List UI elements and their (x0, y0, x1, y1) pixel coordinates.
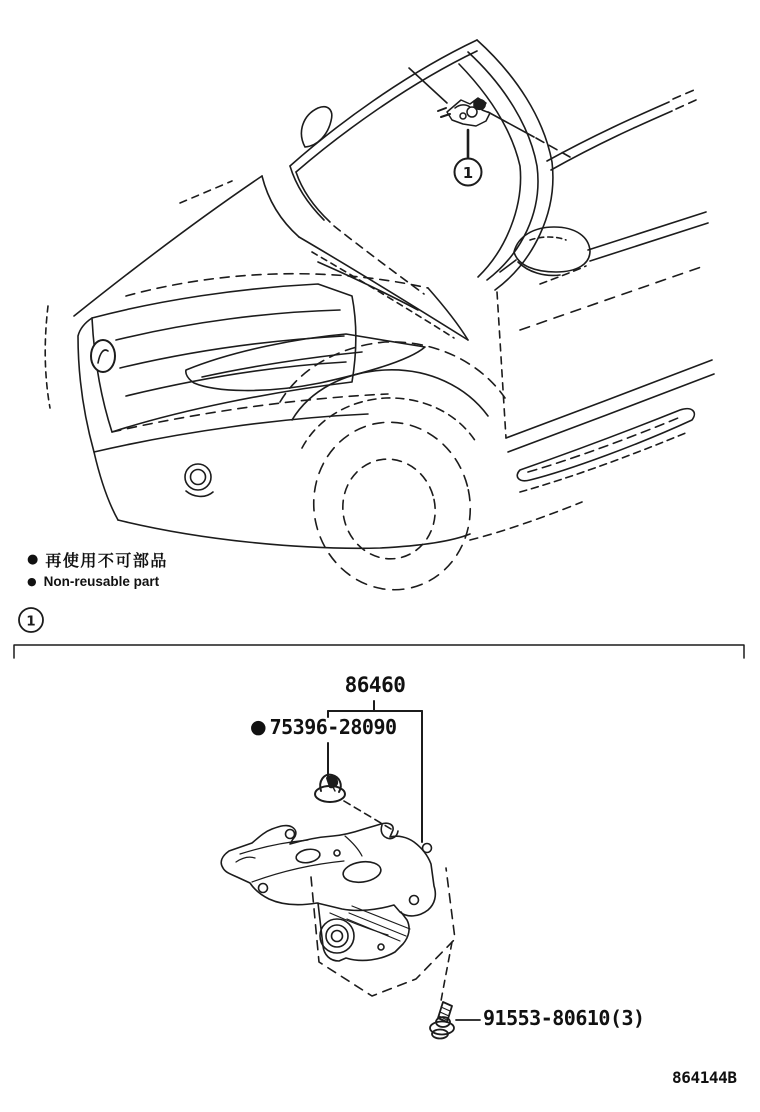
rocker-upper (506, 360, 712, 438)
hood-left-edge (74, 176, 262, 316)
wheel-arch-lip (302, 398, 476, 448)
bolt-drawing (430, 1002, 480, 1039)
fender-flare-outer (280, 342, 505, 402)
section-bracket-line (14, 645, 744, 658)
hood-right-edge (428, 288, 468, 340)
leader-line-dashed (536, 138, 570, 157)
non-reusable-bullet-icon: ● (27, 575, 37, 588)
fog-lamp-trim (186, 491, 213, 496)
front-corner (45, 306, 50, 408)
running-board-shadow (520, 432, 688, 492)
glass-left-edge (262, 176, 299, 237)
legend-japanese-text: 再使用不可部品 (45, 551, 168, 570)
grille-slat (120, 336, 344, 368)
underbody-dash (470, 502, 582, 540)
bolt-leader-dashed (441, 942, 452, 1001)
side-mirror-dash (530, 237, 566, 240)
legend-row-english (27, 574, 168, 589)
cowl-dashes (312, 252, 454, 338)
grille-slat (116, 310, 340, 340)
non-reusable-bullet-icon: ● (250, 715, 267, 738)
rear-roof-rail-inner (551, 111, 672, 170)
part-number-clip: 75396-28090 (269, 715, 397, 739)
tire (298, 408, 486, 605)
bracket-assembly-drawing (221, 823, 435, 961)
camera-body-dark (474, 100, 485, 110)
a-pillar-left (290, 166, 324, 220)
windshield-bottom (299, 237, 468, 340)
legend (27, 548, 168, 589)
bumper-top (94, 414, 368, 452)
bumper-bottom (118, 520, 470, 548)
belt-line (588, 212, 706, 250)
non-reusable-bullet-icon: ● (27, 552, 39, 567)
a-pillar-left-dashed (334, 226, 424, 294)
clip-leader-dashed (344, 801, 391, 829)
belt-line-inner (590, 223, 708, 261)
rocker-lower (508, 374, 714, 452)
bumper-crease (112, 394, 388, 432)
door-edge-dashed (497, 292, 506, 438)
fog-lamp (185, 464, 211, 490)
leader-line (488, 112, 534, 137)
fender-flare-inner (292, 370, 488, 420)
roof-line (290, 40, 477, 166)
part-number-bolt: 91553-80610(3) (483, 1006, 645, 1030)
antenna-pod (301, 107, 331, 147)
clip-drawing (315, 775, 345, 802)
rear-roof-dash (673, 90, 696, 109)
part-number-assembly: 86460 (344, 673, 406, 697)
callout-number: 1 (26, 613, 36, 630)
wiper-line (318, 262, 418, 310)
rear-roof-rail (547, 102, 669, 161)
wheel-rim (334, 451, 445, 568)
callout-number: 1 (462, 164, 474, 182)
legend-row-japanese (27, 548, 168, 571)
running-board (517, 409, 694, 481)
vehicle-outline (45, 40, 714, 604)
callout-1-windshield (455, 130, 482, 186)
section-callout-1 (19, 608, 43, 632)
a-pillar-left-inner (296, 172, 330, 222)
emblem (91, 340, 115, 372)
part-number-clip-row (250, 715, 397, 739)
legend-english-text: Non-reusable part (43, 574, 160, 589)
hood-left-edge-dash (180, 181, 232, 203)
fog-lamp-inner (191, 470, 206, 485)
figure-code: 864144B (672, 1068, 737, 1087)
